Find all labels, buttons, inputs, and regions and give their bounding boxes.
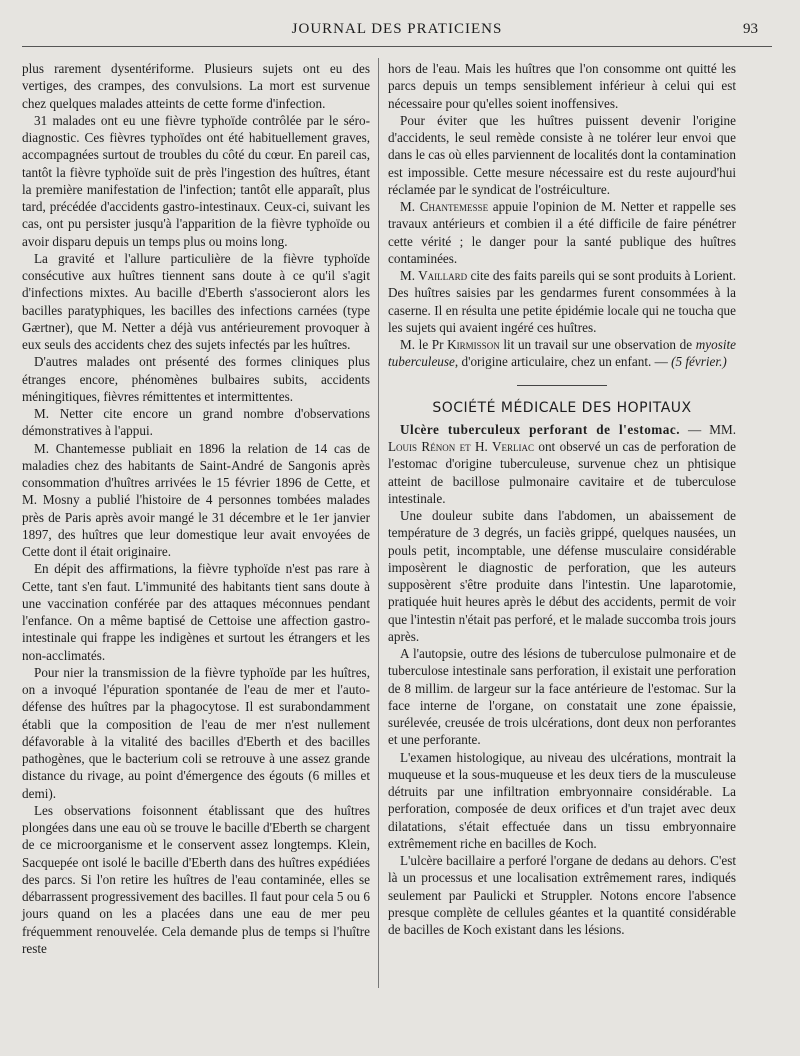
paragraph: plus rarement dysentériforme. Plusieurs sujets ont eu des vertiges, des crampes, des convulsions. La mort est survenue chez quelques malades atteints de cette forme d'infection. bbox=[22, 61, 370, 111]
paragraph-text: , d'origine articulaire, chez un enfant. — bbox=[454, 354, 672, 370]
article-lead: Ulcère tuberculeux perforant de l'estomac. — MM. Louis Rénon et H. Verliac ont observé un cas de perforation de l'estomac d'origine tuberculeuse, survenue chez un phtisique atteint de bacillose pulmonaire cavitaire et de tuberculose intestinale. bbox=[388, 421, 737, 506]
page-header bbox=[22, 18, 772, 42]
left-column bbox=[22, 60, 370, 957]
paragraph: La gravité et l'allure particulière de la fièvre typhoïde consécutive aux huîtres tiennent sans doute à ce qu'il s'agit d'infections mixtes. Au bacille d'Eberth s'associeront alors les bacilles paratyphiques, les bacilles des infections carnées (type Gærtner), que M. Netter a déjà vus antérieurement provoquer à eux seuls des accidents chez des sujets infectés par les huîtres. bbox=[22, 250, 370, 352]
paragraph-kirmisson bbox=[388, 336, 736, 371]
paragraph: A l'autopsie, outre des lésions de tuberculose pulmonaire et de tuberculose intestinale sans perforation, il existait une perforation de 8 millim. de largeur sur la face antérieure de l'estomac. Sur la face interne de l'organe, on constatait une zone épaissie, surélevée, creusée de trois ulcérations, dont deux non perforantes et une perforante. bbox=[388, 646, 736, 748]
paragraph-text: ont observé un cas de perforation de l'estomac d'origine tuberculeuse, survenue chez un phtisique atteint de bacillose pulmonaire cavitaire et de tuberculose intestinale. bbox=[388, 439, 736, 506]
page-number: 93 bbox=[743, 21, 758, 37]
column-divider bbox=[378, 58, 379, 988]
paragraph: 31 malades ont eu une fièvre typhoïde contrôlée par le séro-diagnostic. Ces fièvres typhoïdes ont été habituellement graves, accompagnées surtout de troubles du côté du cœur. En pareil cas, tantôt la fièvre typhoïde suit de près l'ingestion des huîtres, étant la première manifestation de l'infection; tantôt elle apparaît, plus tard, précédée d'accidents gastro-intestinaux. Ceux-ci, suivant les cas, ont pu persister jusqu'à l'apparition de la fièvre typhoïde ou avoir disparu depuis un temps plus ou moins long. bbox=[22, 112, 370, 249]
speaker-prefix: M. le Pr bbox=[400, 337, 448, 352]
article-title: Ulcère tuberculeux perforant de l'estomac. bbox=[400, 421, 681, 437]
paragraph-text: lit un travail sur une observation de bbox=[499, 337, 696, 352]
session-date: (5 février.) bbox=[671, 354, 727, 370]
paragraph-chantemesse bbox=[388, 198, 736, 267]
paragraph: Pour nier la transmission de la fièvre typhoïde par les huîtres, on a invoqué l'épuration spontanée de l'eau de mer et l'auto-défense des huîtres par la phagocytose. Il est surabondamment établi que la composition de l'eau de mer n'est nullement défavorable à la vitalité des bacilles d'Eberth et des bacilles pathogènes, que le bacterium coli se retrouve à une assez grande distance du rivage, au point d'émergence des égouts (6 milles et demi). bbox=[22, 664, 370, 801]
paragraph: M. Netter cite encore un grand nombre d'observations démonstratives à l'appui. bbox=[22, 406, 370, 439]
paragraph: Une douleur subite dans l'abdomen, un abaissement de température de 3 degrés, un faciès grippé, quelques nausées, un pouls petit, incomptable, une défense musculaire considérable imposèrent le diagnostic de perforation, que les auteurs supposèrent s'être produite dans l'intestin. Une laparotomie, pratiquée huit heures après le début des accidents, permit de voir que l'intestin n'était pas perforé, et le malade succomba trois jours après. bbox=[388, 508, 736, 644]
speaker-name: Kirmisson bbox=[447, 337, 500, 352]
journal-title: JOURNAL DES PRATICIENS bbox=[291, 21, 503, 37]
paragraph: L'ulcère bacillaire a perforé l'organe de dedans au dehors. C'est là un processus et une localisation extrêmement rares, indiqués seulement par Paulicki et Struppler. Notons encore l'absence presque complète de cellules géantes et la quantité considérable de bacilles de Koch existant dans les lésions. bbox=[388, 853, 736, 937]
paragraph: En dépit des affirmations, la fièvre typhoïde n'est pas rare à Cette, tant s'en faut. L'immunité des habitants tient sans doute à une vaccination conférée par des attaques méconnues pendant l'enfance. On a même baptisé de Cettoise une affection gastro-intestinale qui frappe les indigènes et surtout les étrangers et les non-acclimatés. bbox=[22, 561, 370, 663]
paragraph: L'examen histologique, au niveau des ulcérations, montrait la muqueuse et la sous-muqueuse et les deux tiers de la musculeuse détruits par une infiltration embryonnaire considérable. La perforation, composée de deux orifices et d'un trajet avec deux dilatations, s'était effectuée dans un tissu embryonnaire extrêmement riche en bacilles de Koch. bbox=[388, 749, 736, 851]
speaker-name: M. Chantemesse bbox=[400, 199, 489, 214]
paragraph-text: cite des faits pareils qui se sont produits à Lorient. Des huîtres saisies par les gendarmes furent consommées à la caserne. Il en résulta une petite épidémie locale qui ne toucha que les sujets qui avaient ingéré ces huîtres. bbox=[388, 268, 736, 335]
paragraph: Pour éviter que les huîtres puissent devenir l'origine d'accidents, le seul remède consiste à ne tolérer leur envoi que dans le cas où elles parviennent de localités dont la contamination est impossible. Cette mesure nécessaire est du reste aujourd'hui réclamée par le syndicat de l'ostréiculture. bbox=[388, 112, 736, 197]
paragraph-vaillard bbox=[388, 267, 736, 336]
article-authors: MM. Louis Rénon et H. Verliac bbox=[388, 421, 737, 454]
paragraph-text: appuie l'opinion de M. Netter et rappelle ses travaux antérieurs et combien il a été difficile de faire pénétrer cette vérité ; le danger pour la santé publique des huîtres contaminées. bbox=[388, 199, 736, 266]
paragraph: hors de l'eau. Mais les huîtres que l'on consomme ont quitté les parcs depuis un temps sensiblement inférieur à celui qui est nécessaire pour qu'elles soient inoffensives. bbox=[388, 61, 736, 111]
paragraph: Les observations foisonnent établissant que des huîtres plongées dans une eau où se trouve le bacille d'Eberth se chargent de ce microorganisme et le conservent assez longtemps. Klein, Sacquepée ont isolé le bacille d'Eberth dans des huîtres expédiées des parcs. Si l'on retire les huîtres de l'eau contaminée, elles se débarrassent progressivement des bacilles. Il faut pour cela 5 ou 6 jours quand on les a placées dans une eau de mer peu fréquemment renouvelée. Cela demande plus de temps si l'huître reste bbox=[22, 802, 370, 956]
header-rule bbox=[22, 46, 772, 47]
paragraph: D'autres malades ont présenté des formes cliniques plus étranges encore, phénomènes bulbaires subits, accidents méningitiques, fièvres rémittentes et intermittentes. bbox=[22, 354, 370, 404]
section-separator bbox=[517, 385, 607, 386]
paragraph: M. Chantemesse publiait en 1896 la relation de 14 cas de maladies chez des habitants de Saint-André de Sangonis après consommation d'huîtres arrivées le 15 février 1896 de Cette, et M. Mosny a publié l'histoire de 4 personnes tombées malades près de Paris après avoir mangé le 31 décembre et le 1er janvier 1897, des huîtres que leur domestique leur avait envoyées de Cette dont il était originaire. bbox=[22, 440, 370, 559]
section-title: SOCIÉTÉ MÉDICALE DES HOPITAUX bbox=[432, 399, 692, 416]
right-column bbox=[388, 60, 736, 938]
speaker-name: M. Vaillard bbox=[400, 268, 468, 283]
italic-term: myosite tuberculeuse bbox=[388, 337, 737, 370]
